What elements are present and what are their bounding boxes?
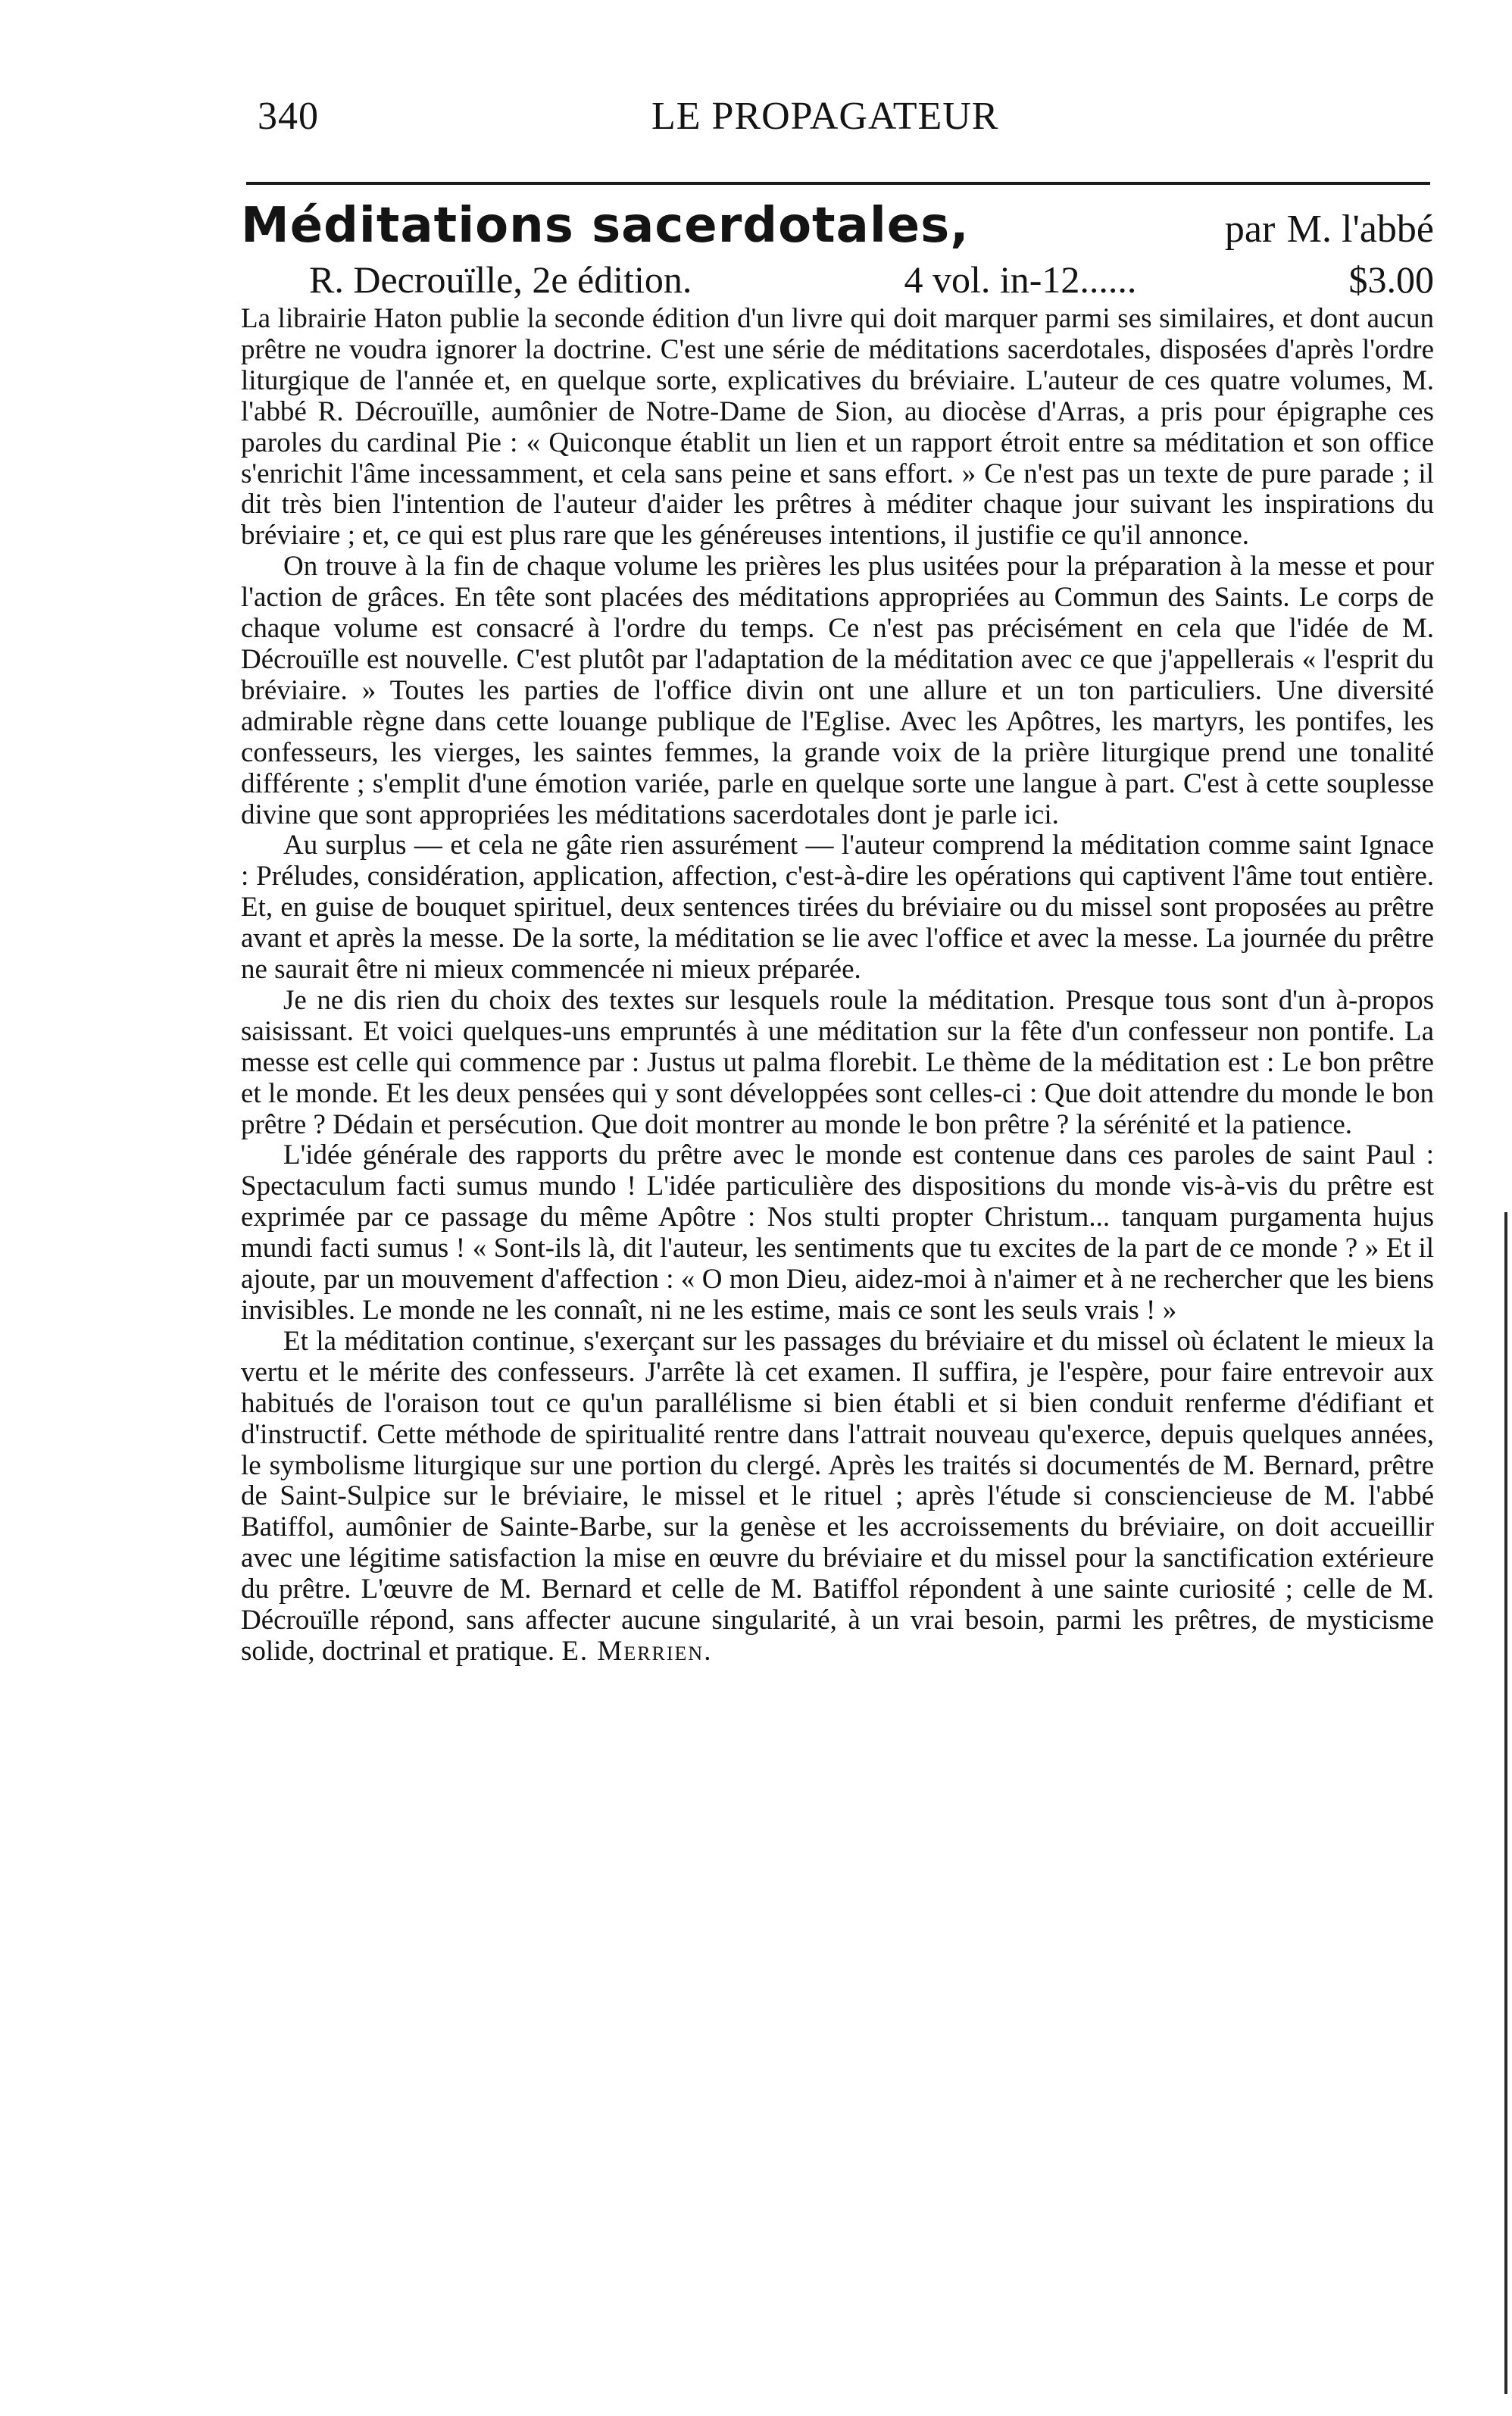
book-price: $3.00 — [1348, 258, 1434, 301]
book-title: Méditations sacerdotales, — [241, 198, 970, 254]
journal-title: LE PROPAGATEUR — [651, 95, 999, 138]
paragraph: Je ne dis rien du choix des textes sur lesquels roule la méditation. Presque tous sont d'un à-propos saisissant. Et voici quelques-uns empruntés à une méditation sur la fête d'un confesseur non pontife. La messe est celle qui commence par : Justus ut palma florebit. Le thème de la méditation est : Le bon prêtre et le monde. Et les deux pensées qui y sont développées sont celles-ci : Que doit attendre du monde le bon prêtre ? Dédain et persécution. Que doit montrer au monde le bon prêtre ? la sérénité et la patience. — [241, 984, 1434, 1140]
signature: E. Merrien. — [561, 1635, 713, 1667]
paragraph: L'idée générale des rapports du prêtre avec le monde est contenue dans ces paroles de saint Paul : Spectaculum facti sumus mundo ! L'idée particulière des dispositions du monde vis-à-vis du prêtre est exprimée par ce passage du même Apôtre : Nos stulti propter Christum... tanquam purgamenta hujus mundi facti sumus ! « Sont-ils là, dit l'auteur, les sentiments que tu excites de la part de ce monde ? » Et il ajoute, par un mouvement d'affection : « O mon Dieu, aidez-moi à n'aimer et à ne rechercher que les biens invisibles. Le monde ne les connaît, ni ne les estime, mais ce sont les seuls vrais ! » — [241, 1139, 1434, 1326]
review-body — [241, 304, 1434, 1667]
book-review — [241, 198, 1434, 1667]
review-subtitle-line — [309, 257, 1434, 302]
page-number: 340 — [258, 95, 319, 138]
book-format: 4 vol. in-12...... — [904, 258, 1137, 301]
paragraph-text: Et la méditation continue, s'exerçant sur les passages du bréviaire et du missel où éclatent le mieux la vertu et le mérite des confesseurs. J'arrête là cet examen. Il suffira, je l'espère, pour faire entrevoir aux habitués de l'oraison tout ce qu'un parallélisme si bien établi et si bien conduit renferme d'édifiant et d'instructif. Cette méthode de spiritualité rentre dans l'attrait nouveau qu'exerce, depuis quelques années, le symbolisme liturgique sur une portion du clergé. Après les traités si documentés de M. Bernard, prêtre de Saint-Sulpice sur le bréviaire, le missel et le rituel ; après l'étude si consciencieuse de M. l'abbé Batiffol, aumônier de Sainte-Barbe, sur la genèse et les accroissements du bréviaire, on doit accueillir avec une légitime satisfaction la mise en œuvre du bréviaire et du missel pour la sanctification extérieure du prêtre. L'œuvre de M. Bernard et celle de M. Batiffol répondent à une sainte curiosité ; celle de M. Décrouïlle répond, sans affecter aucune singularité, à un vrai besoin, parmi les prêtres, de mysticisme solide, doctrinal et pratique. — [241, 1325, 1434, 1667]
author-name: M. l'abbé — [1286, 208, 1434, 251]
page-edge-mark — [1504, 1212, 1507, 2394]
author-edition: R. Decrouïlle, 2e édition. — [309, 258, 692, 301]
header-rule — [246, 182, 1430, 185]
paragraph: La librairie Haton publie la seconde édition d'un livre qui doit marquer parmi ses similaires, et dont aucun prêtre ne voudra ignorer la doctrine. C'est une série de méditations sacerdotales, disposées d'après l'ordre liturgique de l'année et, en quelque sorte, explicatives du bréviaire. L'auteur de ces quatre volumes, M. l'abbé R. Décrouïlle, aumônier de Notre-Dame de Sion, au diocèse d'Arras, a pris pour épigraphe ces paroles du cardinal Pie : « Quiconque établit un lien et un rapport étroit entre sa méditation et son office s'enrichit l'âme incessamment, et cela sans peine et sans effort. » Ce n'est pas un texte de pure parade ; il dit très bien l'intention de l'auteur d'aider les prêtres à méditer chaque jour suivant les inspirations du bréviaire ; et, ce qui est plus rare que les généreuses intentions, il justifie ce qu'il annonce. — [241, 303, 1434, 552]
paragraph: On trouve à la fin de chaque volume les prières les plus usitées pour la préparation à la messe et pour l'action de grâces. En tête sont placées des méditations appropriées au Commun des Saints. Le corps de chaque volume est consacré à l'ordre du temps. Ce n'est pas précisément en cela que l'idée de M. Décrouïlle est nouvelle. C'est plutôt par l'adaptation de la méditation avec ce que j'appellerais « l'esprit du bréviaire. » Toutes les parties de l'office divin ont une allure et un ton particuliers. Une diversité admirable règne dans cette louange publique de l'Eglise. Avec les Apôtres, les martyrs, les pontifes, les confesseurs, les vierges, les saintes femmes, la grande voix de la prière liturgique prend une tonalité différente ; s'emplit d'une émotion variée, parle en quelque sorte une langue à part. C'est à cette souplesse divine que sont appropriées les méditations sacerdotales dont je parle ici. — [241, 551, 1434, 830]
review-title-line — [241, 198, 1434, 257]
paragraph-final — [241, 1327, 1434, 1667]
author-prefix: par — [1224, 208, 1276, 251]
paragraph: Au surplus — et cela ne gâte rien assurément — l'auteur comprend la méditation comme saint Ignace : Préludes, considération, application, affection, c'est-à-dire les opérations qui captivent l'âme tout entière. Et, en guise de bouquet spirituel, deux sentences tirées du bréviaire ou du missel sont proposées au prêtre avant et après la messe. De la sorte, la méditation se lie avec l'office et avec la messe. La journée du prêtre ne saurait être ni mieux commencée ni mieux préparée. — [241, 830, 1434, 986]
running-head — [258, 89, 1430, 142]
